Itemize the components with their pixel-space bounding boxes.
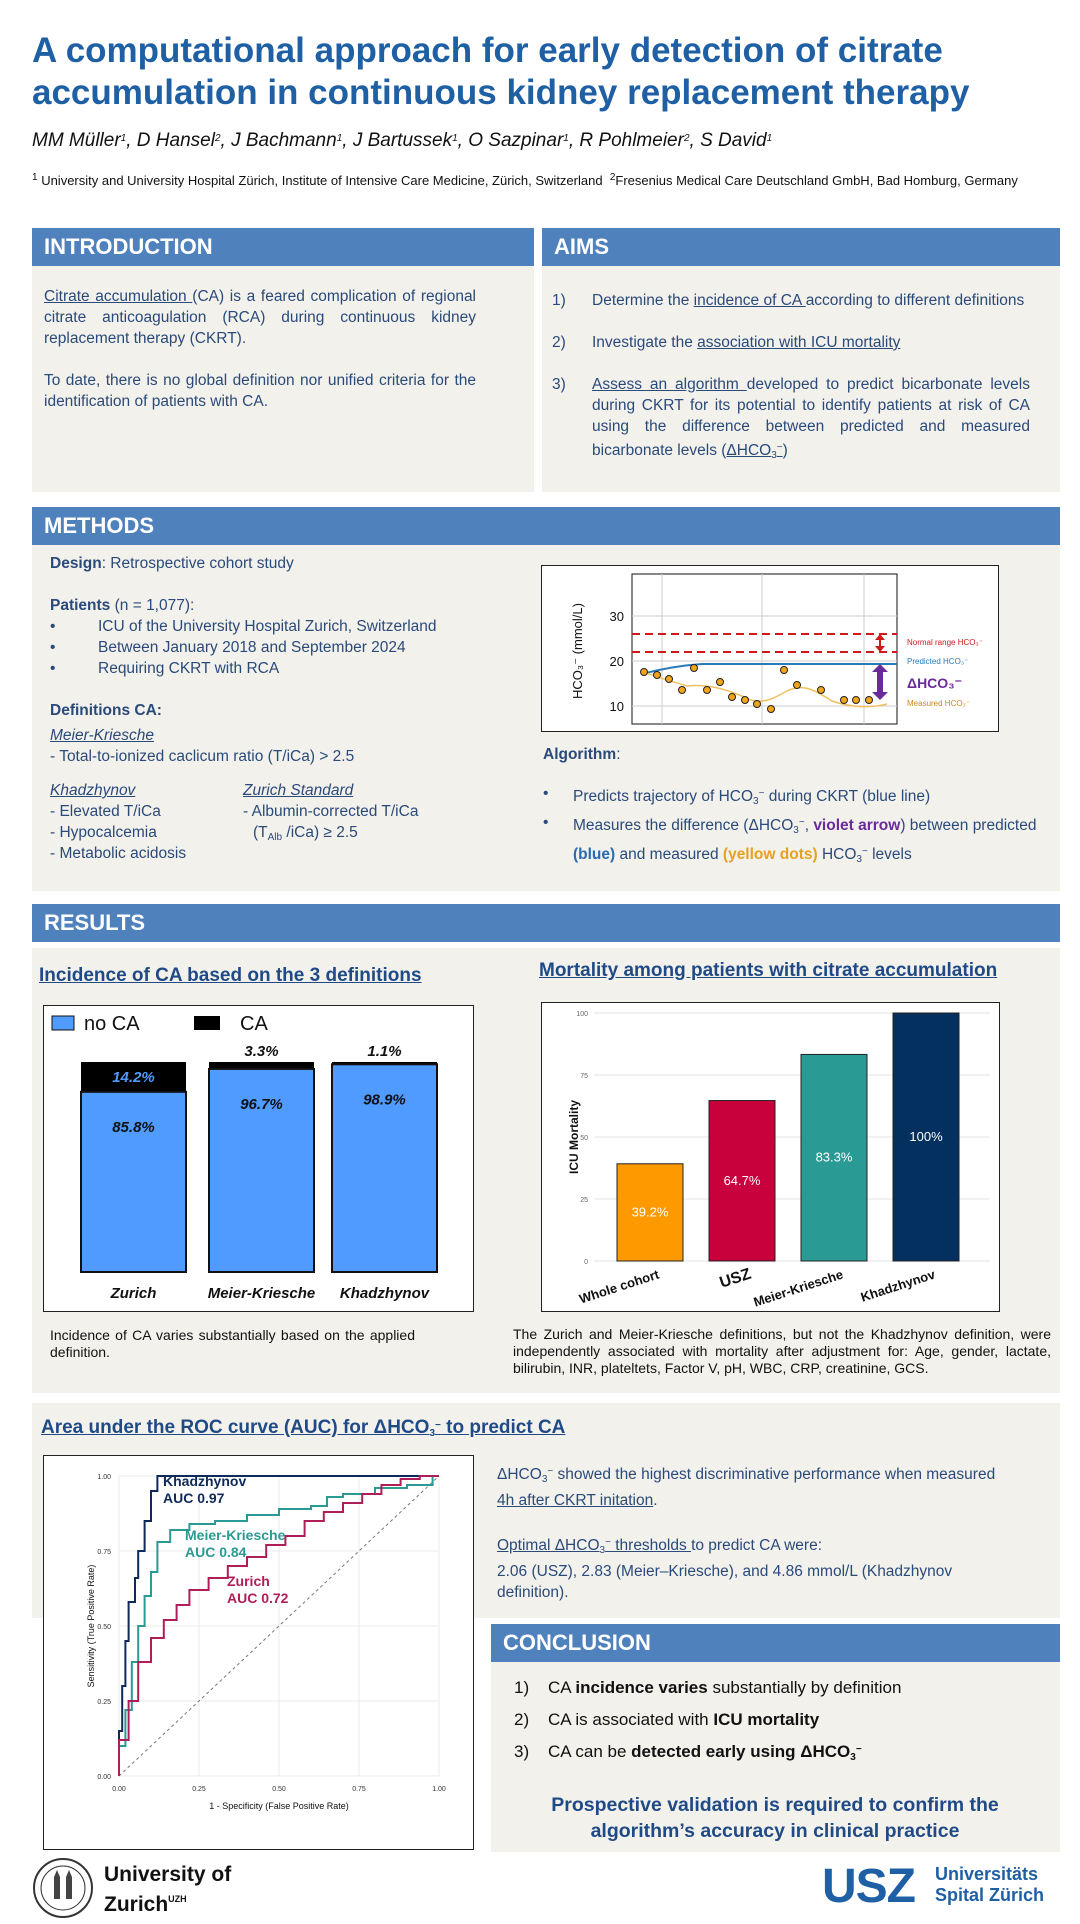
legend-predicted: Predicted HCO₃⁻ [907,657,969,666]
mortality-title: Mortality among patients with citrate accumulation [539,960,998,981]
conclusion-1: 1) CA incidence varies substantially by definition [514,1678,902,1697]
incidence-chart-svg [44,1006,473,1311]
roc-legend-auc: AUC 0.72 [227,1590,289,1606]
algorithm-chart-svg [542,566,998,731]
author: J Bachmann [231,130,337,151]
legend-swatch-ca [194,1016,220,1030]
legend-swatch-no-ca [52,1016,74,1030]
poster-title: A computational approach for early detection of citrate accumulation in continuous kidney replacement therapy [32,31,970,112]
usz-logo-mark: USZ [822,1860,915,1913]
ytick-label: 100 [576,1011,588,1018]
mortality-bar-label: 100% [909,1129,943,1144]
incidence-chart [43,1005,474,1312]
roc-xtick: 1.00 [432,1786,446,1793]
category-label: Zurich [110,1285,157,1302]
usz-logo-text: Universitäts Spital Zürich [935,1864,1045,1905]
algorithm-text: Algorithm: • Predicts trajectory of $HCO_3^-$ during CKRT (blue line) • Measures the difference ($\Delta HCO_3^-$, violet arrow) between predicted (blue) and measured (yellow dots) $HCO_3^-$ levels [543,746,1037,865]
uzh-logo-text: University of Zurich$^{UZH}$ [104,1863,232,1916]
author: MM Müller [32,130,121,151]
legend-measured: Measured HCO₃⁻ [907,699,971,708]
roc-xtick: 0.00 [112,1786,126,1793]
roc-ytick: 0.50 [97,1624,111,1631]
uzh-seal-logo [32,1857,94,1919]
aims-list [552,290,1030,487]
conclusion-list [514,1678,1044,1775]
algorithm-chart [541,565,999,732]
bar-ca [209,1062,314,1069]
results-banner: RESULTS [32,904,1060,942]
roc-legend-auc: AUC 0.84 [185,1544,247,1560]
roc-legend-auc: AUC 0.97 [163,1490,225,1506]
roc-chart [43,1455,474,1850]
author-list: MM Müller$^1$, D Hansel$^2$, J Bachmann$^1$, J Bartussek$^1$, O Sazpinar$^1$, R Pohlmeier$^2$, S David$^1$ [32,130,773,151]
bar-label-no-ca: 98.9% [363,1091,406,1109]
author: R Pohlmeier [579,130,684,151]
incidence-title: Incidence of CA based on the 3 definitions [39,965,422,986]
author: J Bartussek [352,130,453,151]
ytick-label: 0 [584,1259,588,1266]
bar-label-no-ca: 96.7% [240,1095,283,1113]
legend-label-no-ca: no CA [84,1013,140,1035]
patients-list: • ICU of the University Hospital Zurich, Switzerland • Between January 2018 and September 2024 • Requiring CKRT with RCA [50,618,437,677]
bar-label-no-ca: 85.8% [112,1118,155,1136]
roc-xlabel: 1 - Specificity (False Positive Rate) [209,1801,349,1811]
author: S David [700,130,767,151]
aim-1: 1) Determine the incidence of CA according to different definitions [552,292,1025,309]
mortality-category-label: Whole cohort [577,1266,661,1307]
conclusion-3: 3) CA can be detected early using $\Delta HCO_3^-$ [514,1742,862,1763]
algo-ylabel: HCO₃⁻ (mmol/L) [570,603,585,699]
roc-chart-svg [44,1456,473,1849]
roc-ytick: 0.75 [97,1549,111,1556]
roc-legend-name: Khadzhynov [163,1473,247,1489]
mortality-ylabel: ICU Mortality [567,1099,581,1175]
bar-label-ca: 3.3% [244,1043,279,1060]
conclusion-2: 2) CA is associated with ICU mortality [514,1710,820,1729]
roc-xtick: 0.75 [352,1786,366,1793]
methods-banner: METHODS [32,507,1060,545]
category-label: Meier-Kriesche [207,1285,316,1302]
mortality-caption: The Zurich and Meier-Kriesche definitions, but not the Khadzhynov definition, were independently associated with mortality after adjustment for: Age, gender, lactate, bilirubin, INR, plateltets, Factor V, pH, WBC, CRP, creatinine, GCS. [513,1326,1051,1376]
bar-label-ca: 1.1% [367,1043,402,1060]
mortality-chart-svg [542,1003,999,1311]
conclusion-final: Prospective validation is required to confirm the algorithm’s accuracy in clinical practice [551,1794,999,1842]
incidence-caption: Incidence of CA varies substantially based on the applied definition. [50,1327,415,1360]
aim-3: 3) Assess an algorithm developed to predict bicarbonate levels during CKRT for its potential to identify patients at risk of CA using the difference between predicted and measured bicarbonate levels $(\Delta HCO_3^-)$ [552,376,1030,461]
roc-legend-name: Meier-Kriesche [185,1527,286,1543]
algo-ytick-10: 10 [609,699,624,714]
ytick-label: 75 [580,1073,588,1080]
roc-ytick: 0.00 [97,1774,111,1781]
algo-ytick-30: 30 [609,609,624,624]
auc-title: Area under the ROC curve (AUC) for $\Delta HCO_3^-$ to predict CA [41,1417,566,1439]
legend-label-ca: CA [240,1013,268,1035]
conclusion-banner: CONCLUSION [491,1624,1060,1662]
roc-legend-name: Zurich [227,1573,270,1589]
mortality-bar-label: 39.2% [631,1204,669,1220]
affiliations: $^1$ University and University Hospital Zürich, Institute of Intensive Care Medicine, Zürich, Switzerland $^2$Fresenius Medical Care Deutschland GmbH, Bad Homburg, Germany [32,172,1018,188]
bar-label-ca: 14.2% [112,1068,155,1086]
methods-left: Design: Retrospective cohort study Patients (n = 1,077): • ICU of the University Hospital Zurich, Switzerland • Between January 2018 and September 2024 • Requiring CKRT with RCA Definitions CA: Meier-Kriesche - Total-to-ionized caclicum ratio (T/iCa) > 2.5 Khadzhynov - Elevated T/iCa - Hypocalcemia - Metabolic acidosis Zurich Standard - Albumin-corrected T/iCa ($T_{Alb}$ /iCa) ≥ 2.5 [50,553,520,864]
mortality-category-label: Meier-Kriesche [751,1266,845,1310]
mortality-category-label: Khadzhynov [858,1266,937,1305]
intro-banner: INTRODUCTION [32,228,534,266]
roc-ytick: 1.00 [97,1474,111,1481]
legend-normal: Normal range HCO₃⁻ [907,638,983,647]
roc-xtick: 0.50 [272,1786,286,1793]
roc-ytick: 0.25 [97,1699,111,1706]
algo-ytick-20: 20 [609,654,624,669]
legend-delta: ΔHCO₃⁻ [907,675,963,691]
ytick-label: 25 [580,1197,588,1204]
mortality-bar-label: 83.3% [815,1149,853,1165]
category-label: Khadzhynov [339,1285,430,1302]
auc-text: $\Delta HCO_3^-$ showed the highest discriminative performance when measured 4h after CKRT initation. Optimal $\Delta HCO_3^-$ thresholds to predict CA were: 2.06 (USZ), 2.83 (Meier–Kriesche), and 4.86 mmol/L (Khadzhynov definition). [497,1466,996,1601]
author: O Sazpinar [468,130,564,151]
roc-xtick: 0.25 [192,1786,206,1793]
ytick-label: 50 [580,1135,588,1142]
roc-ylabel: Sensitivity (True Positive Rate) [86,1564,96,1688]
intro-text: Citrate accumulation (CA) is a feared complication of regional citrate anticoagulation (RCA) during continuous kidney replacement therapy (CKRT). To date, there is no global definition nor unified criteria for the identification of patients with CA. [44,288,477,410]
aims-banner: AIMS [542,228,1060,266]
aim-2: 2) Investigate the association with ICU mortality [552,334,901,351]
mortality-bar-label: 64.7% [723,1172,761,1188]
mortality-category-label: USZ [717,1265,754,1292]
mortality-chart [541,1002,1000,1312]
author: D Hansel [136,130,215,151]
